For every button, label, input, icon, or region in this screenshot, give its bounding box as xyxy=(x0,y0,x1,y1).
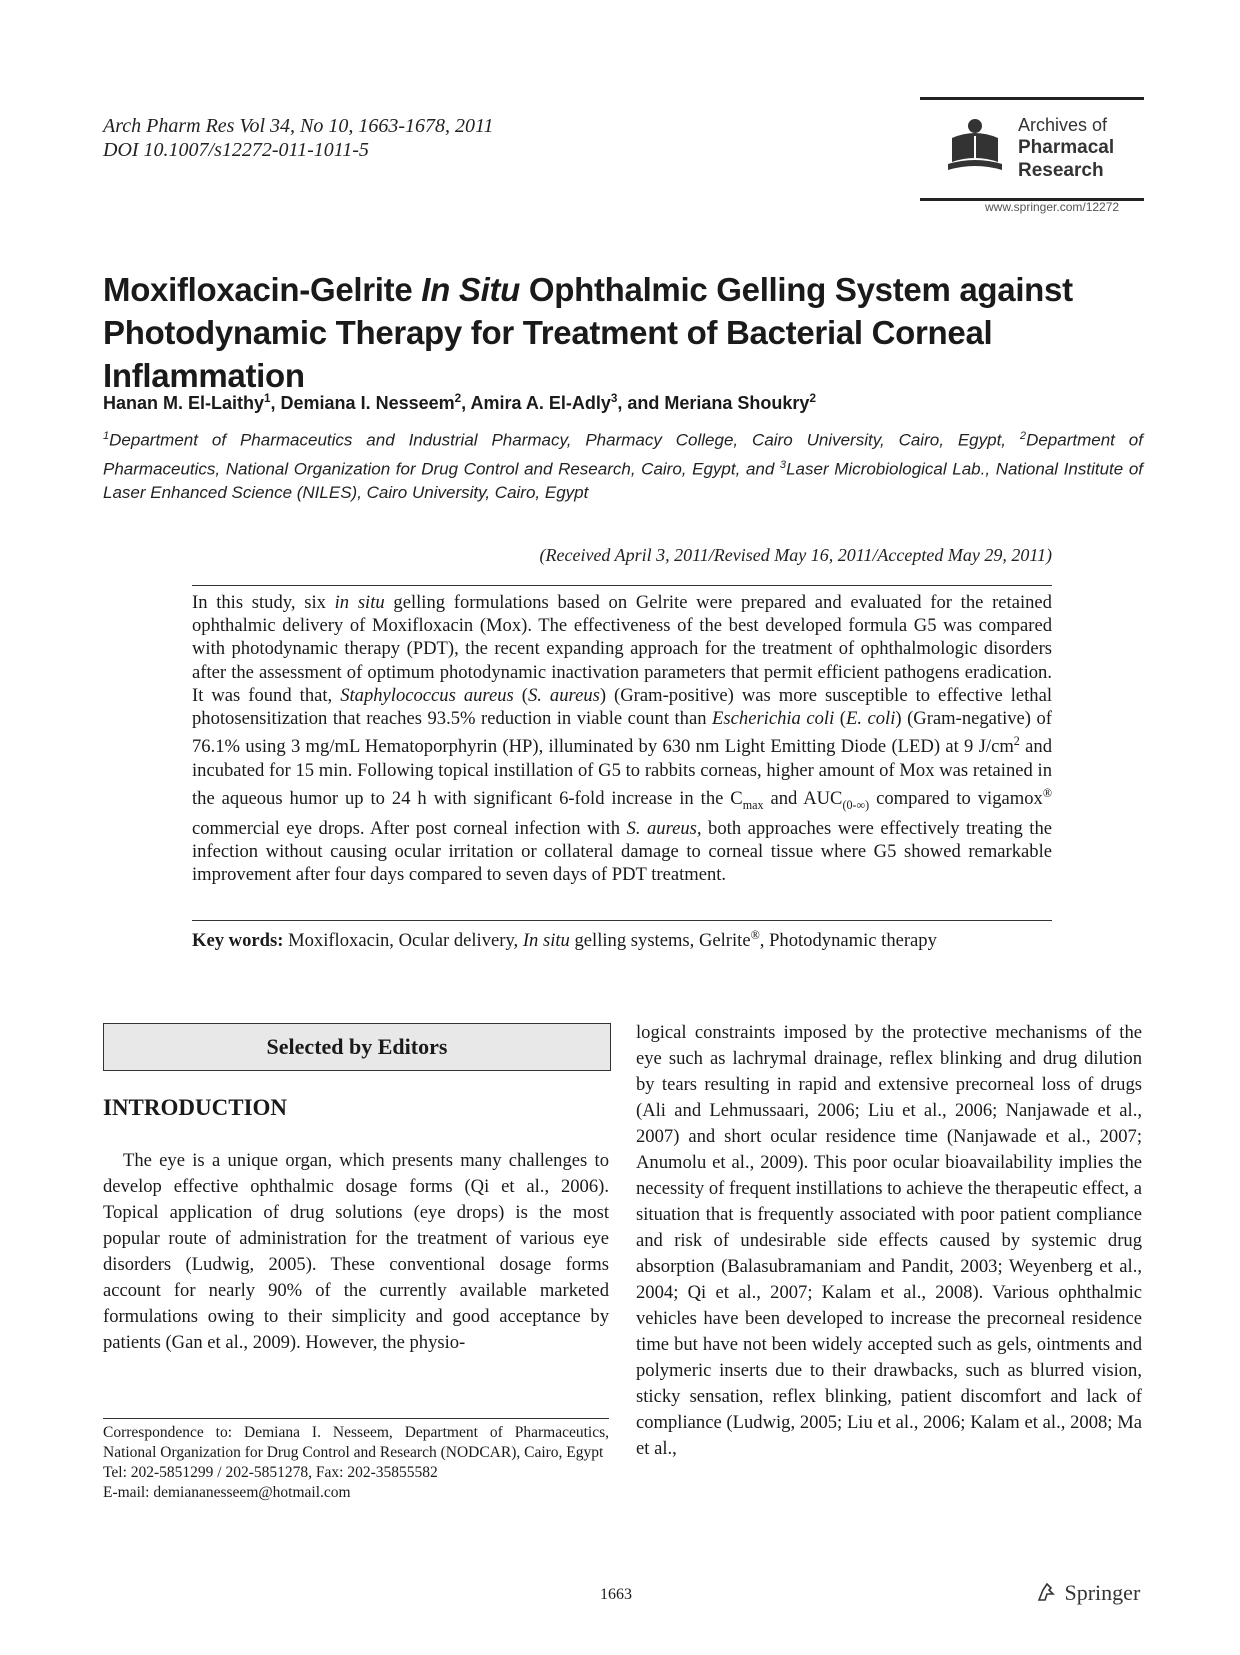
page-number: 1663 xyxy=(600,1586,632,1603)
journal-logo xyxy=(920,97,1144,201)
section-heading-introduction: INTRODUCTION xyxy=(103,1095,288,1120)
correspondence-email: E-mail: demiananesseem@hotmail.com xyxy=(103,1484,351,1501)
correspondence-address: Correspondence to: Demiana I. Nesseem, Department of Pharmaceutics, National Organization for Drug Control and Research (NODCAR), Cairo, Egypt xyxy=(103,1424,609,1461)
received-dates: (Received April 3, 2011/Revised May 16, 2011/Accepted May 29, 2011) xyxy=(539,545,1052,565)
intro-paragraph-right: logical constraints imposed by the protective mechanisms of the eye such as lachrymal drainage, reflex blinking and drug dilution by tears resulting in rapid and extensive precorneal loss of drugs (Ali and Lehmussaari, 2006; Liu et al., 2006; Nanjawade et al., 2007) and short ocular residence time (Nanjawade et al., 2007; Anumolu et al., 2009). This poor ocular bioavailability implies the necessity of frequent instillations to achieve the therapeutic effect, a situation that is frequently associated with poor patient compliance and risk of undesirable side effects caused by systemic drug absorption (Balasubramaniam and Pandit, 2003; Weyenberg et al., 2004; Qi et al., 2007; Kalam et al., 2008). Various ophthalmic vehicles have been developed to increase the precorneal residence time but have not been widely accepted such as gels, ointments and polymeric inserts due to their drawbacks, such as blurred vision, sticky sensation, reflex blinking, patient discomfort and lack of compliance (Ludwig, 2005; Liu et al., 2006; Kalam et al., 2008; Ma et al., xyxy=(636,1022,1142,1459)
author-list: Hanan M. El-Laithy$^1$, Demiana I. Nesseem$^2$, Amira A. El-Adly$^3$, and Meriana Shoukry$^2$ xyxy=(103,392,816,413)
keywords: Key words: Moxifloxacin, Ocular delivery, In situ gelling systems, Gelrite®, Photodynamic therapy xyxy=(192,928,937,952)
journal-doi: DOI 10.1007/s12272-011-1011-5 xyxy=(103,139,369,161)
journal-citation xyxy=(103,114,494,162)
publisher-logo xyxy=(1035,1580,1140,1606)
journal-volume: Arch Pharm Res Vol 34, No 10, 1663-1678, 2011 xyxy=(103,115,494,137)
intro-paragraph-left: The eye is a unique organ, which presents many challenges to develop effective ophthalmic dosage forms (Qi et al., 2006). Topical application of drug solutions (eye drops) is the most popular route of administration for the treatment of various eye disorders (Ludwig, 2005). These conventional dosage forms account for nearly 90% of the currently available marketed formulations owing to their simplicity and good acceptance by patients (Gan et al., 2009). However, the physio- xyxy=(103,1150,609,1353)
publisher-name: Springer xyxy=(1064,1580,1141,1605)
logo-text xyxy=(1018,114,1114,182)
affiliations: $^1$Department of Pharmaceutics and Industrial Pharmacy, Pharmacy College, Cairo University, Cairo, Egypt, $^2$Department of Pharmaceutics, National Organization for Drug Control and Research, Cairo, Egypt, and $^3$Laser Microbiological Lab., National Institute of Laser Enhanced Science (NILES), Cairo University, Cairo, Egypt xyxy=(103,430,1144,503)
paper-title: Moxifloxacin-Gelrite In Situ Ophthalmic Gelling System against Photodynamic Therapy for Treatment of Bacterial Corneal Inflammation xyxy=(103,271,1073,394)
logo-line-3: Research xyxy=(1018,160,1104,181)
logo-line-1: Archives of xyxy=(1018,115,1108,135)
logo-line-2: Pharmacal xyxy=(1018,137,1115,158)
footnote-rule xyxy=(103,1418,609,1419)
springer-horse-icon xyxy=(1035,1580,1059,1604)
abstract-bottom-rule xyxy=(192,920,1052,921)
book-hands-icon xyxy=(944,116,1006,176)
correspondence-footnote xyxy=(103,1423,609,1503)
abstract-top-rule xyxy=(192,585,1052,586)
abstract: In this study, six in situ gelling formulations based on Gelrite were prepared and evaluated for the retained ophthalmic delivery of Moxifloxacin (Mox). The effectiveness of the best developed formula G5 was compared with photodynamic therapy (PDT), the recent expanding approach for the treatment of ophthalmologic disorders after the assessment of optimum photodynamic inactivation parameters that permit efficient pathogens eradication. It was found that, Staphylococcus aureus (S. aureus) (Gram-positive) was more susceptible to effective lethal photosensitization that reaches 93.5% reduction in viable count than Escherichia coli (E. coli) (Gram-negative) of 76.1% using 3 mg/mL Hematoporphyrin (HP), illuminated by 630 nm Light Emitting Diode (LED) at 9 $J/cm^2$ and incubated for 15 min. Following topical instillation of G5 to rabbits corneas, higher amount of Mox was retained in the aqueous humor up to 24 h with significant 6-fold increase in the $C_{max}$ and $AUC_{(0-\infty)}$ compared to vigamox® commercial eye drops. After post corneal infection with S. aureus, both approaches were effectively treating the infection without causing ocular irritation or collateral damage to corneal tissue where G5 showed remarkable improvement after four days compared to seven days of PDT treatment. xyxy=(192,592,1053,886)
correspondence-phone: Tel: 202-5851299 / 202-5851278, Fax: 202-35855582 xyxy=(103,1464,438,1481)
selected-by-editors-banner: Selected by Editors xyxy=(103,1023,611,1071)
journal-url: www.springer.com/12272 xyxy=(985,200,1120,214)
